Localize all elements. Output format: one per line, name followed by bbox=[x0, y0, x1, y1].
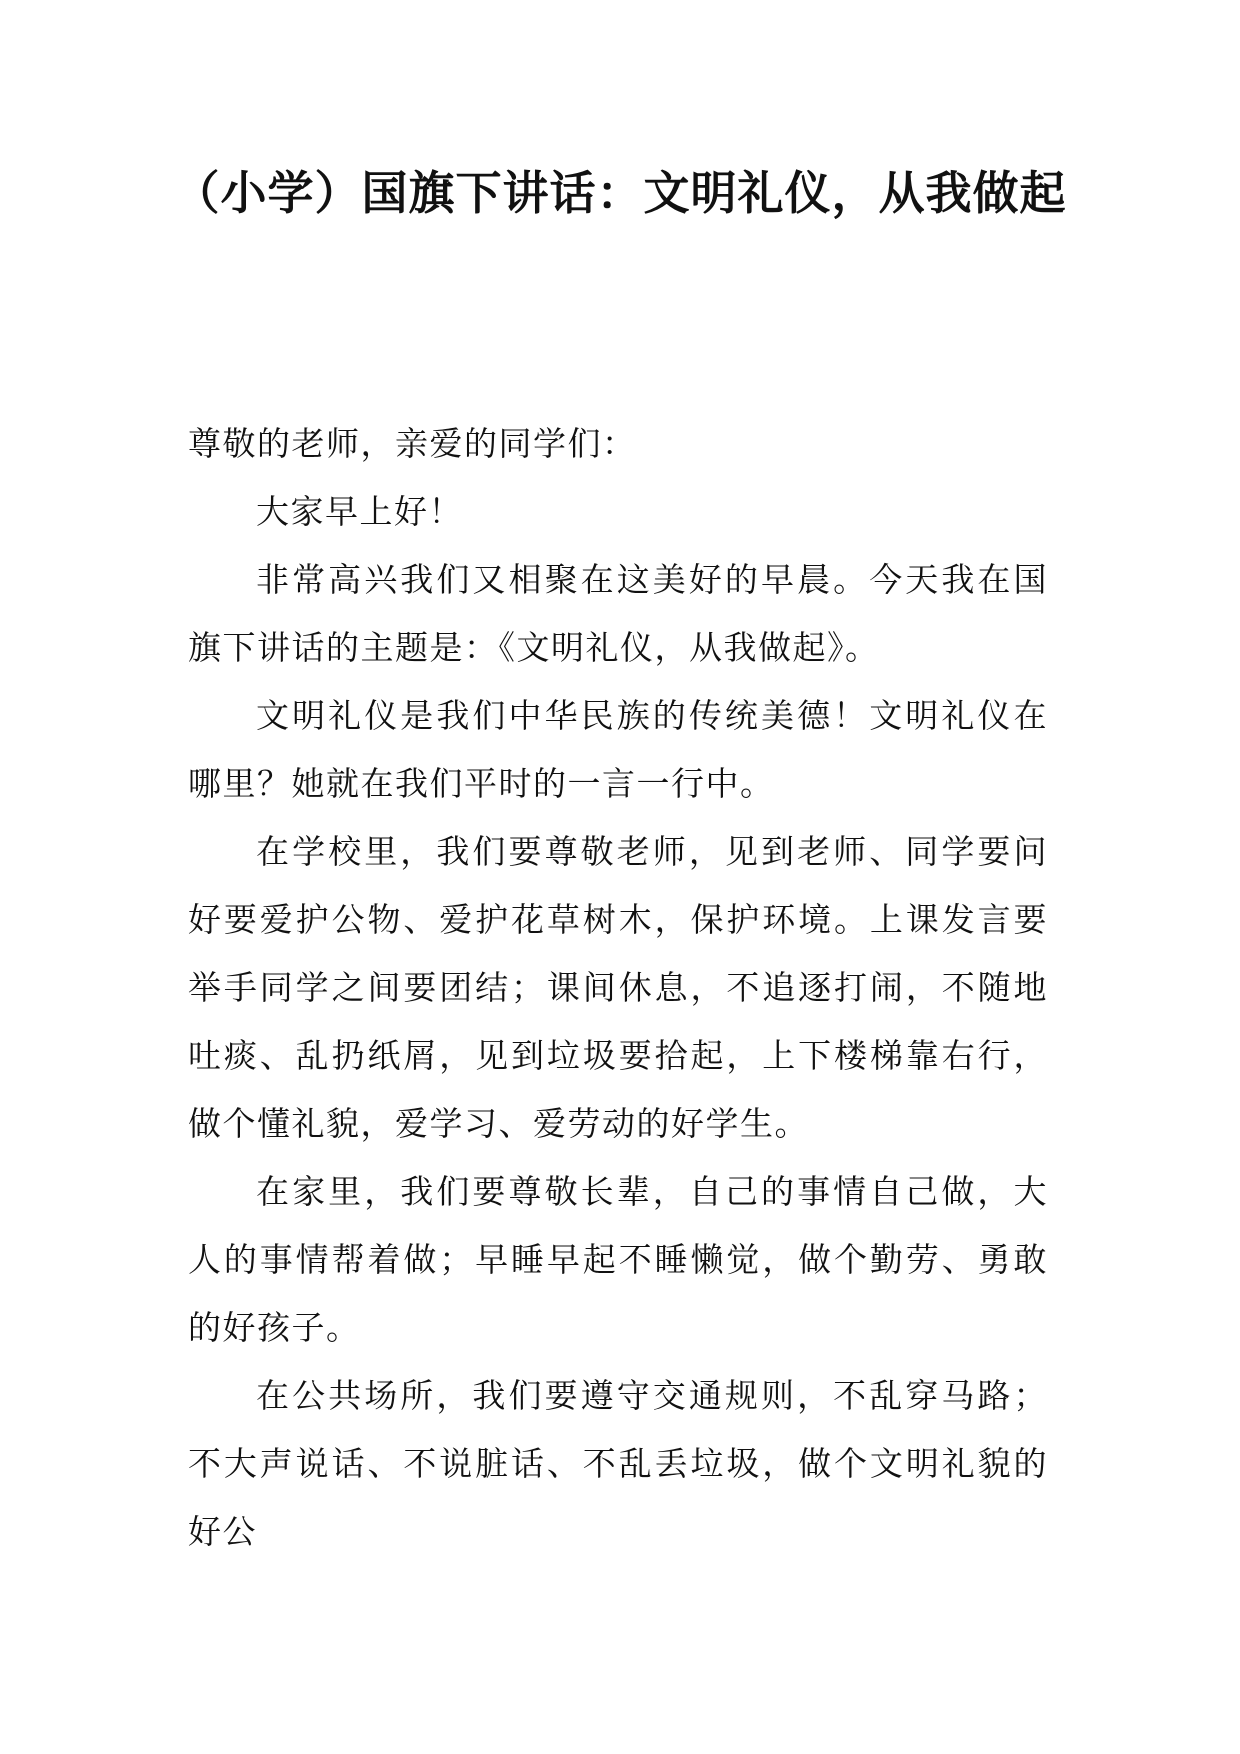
paragraph-home: 在家里，我们要尊敬长辈，自己的事情自己做，大人的事情帮着做；早睡早起不睡懒觉，做个勤劳、勇敢的好孩子。 bbox=[188, 1172, 1048, 1347]
paragraph-school: 在学校里，我们要尊敬老师，见到老师、同学要问好要爱护公物、爱护花草树木，保护环境。上课发言要举手同学之间要团结；课间休息，不追逐打闹，不随地吐痰、乱扔纸屑，见到垃圾要拾起，上下楼梯靠右行，做个懂礼貌，爱学习、爱劳动的好学生。 bbox=[188, 832, 1048, 1143]
paragraph-topic: 非常高兴我们又相聚在这美好的早晨。今天我在国旗下讲话的主题是：《文明礼仪，从我做起》。 bbox=[188, 560, 1048, 667]
paragraph-public: 在公共场所，我们要遵守交通规则，不乱穿马路；不大声说话、不说脏话、不乱丢垃圾，做个文明礼貌的好公 bbox=[188, 1376, 1048, 1551]
paragraph-etiquette: 文明礼仪是我们中华民族的传统美德！文明礼仪在哪里？她就在我们平时的一言一行中。 bbox=[188, 696, 1048, 803]
document-title: （小学）国旗下讲话：文明礼仪，从我做起 bbox=[173, 166, 1067, 220]
salutation: 尊敬的老师，亲爱的同学们： bbox=[188, 424, 637, 463]
document-body bbox=[188, 410, 1048, 1566]
paragraph-greeting: 大家早上好！ bbox=[256, 492, 463, 531]
